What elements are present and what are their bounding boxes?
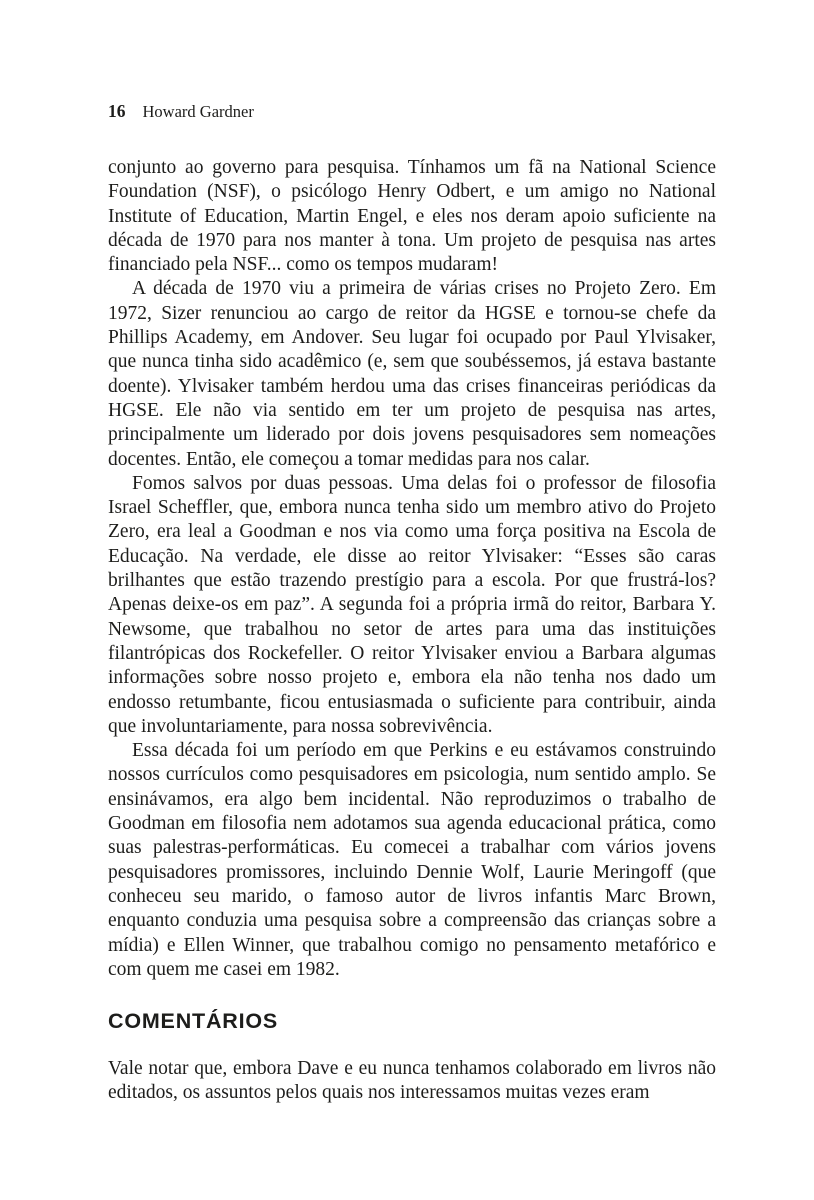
page-header — [108, 101, 716, 122]
page-number: 16 — [108, 101, 126, 121]
body-paragraph-continuation: conjunto ao governo para pesquisa. Tínhamos um fã na National Science Foundation (NSF), o psicólogo Henry Odbert, e um amigo no National Institute of Education, Martin Engel, e eles nos deram apoio suficiente na década de 1970 para nos manter à tona. Um projeto de pesquisa nas artes financiado pela NSF... como os tempos mudaram! — [108, 157, 716, 276]
running-head: Howard Gardner — [142, 102, 254, 121]
body-paragraph-after-heading: Vale notar que, embora Dave e eu nunca tenhamos colaborado em livros não editados, os assuntos pelos quais nos interessamos muitas vezes eram — [108, 1058, 716, 1104]
page-body — [108, 156, 716, 1106]
body-paragraph: Essa década foi um período em que Perkins e eu estávamos construindo nossos currículos como pesquisadores em psicologia, num sentido amplo. Se ensinávamos, era algo bem incidental. Não reproduzimos o trabalho de Goodman em filosofia nem adotamos sua agenda educacional prática, como suas palestras-performáticas. Eu comecei a trabalhar com vários jovens pesquisadores promissores, incluindo Dennie Wolf, Laurie Meringoff (que conheceu seu marido, o famoso autor de livros infantis Marc Brown, enquanto conduzia uma pesquisa sobre a compreensão das crianças sobre a mídia) e Ellen Winner, que trabalhou comigo no pensamento metafórico e com quem me casei em 1982. — [108, 740, 716, 980]
section-heading: COMENTÁRIOS — [108, 1009, 279, 1034]
body-paragraph: A década de 1970 viu a primeira de várias crises no Projeto Zero. Em 1972, Sizer renunciou ao cargo de reitor da HGSE e tornou-se chefe da Phillips Academy, em Andover. Seu lugar foi ocupado por Paul Ylvisaker, que nunca tinha sido acadêmico (e, sem que soubéssemos, já estava bastante doente). Ylvisaker também herdou uma das crises financeiras periódicas da HGSE. Ele não via sentido em ter um projeto de pesquisa nas artes, principalmente um liderado por dois jovens pesquisadores sem nomeações docentes. Então, ele começou a tomar medidas para nos calar. — [108, 278, 716, 470]
body-paragraph: Fomos salvos por duas pessoas. Uma delas foi o professor de filosofia Israel Scheffler, que, embora nunca tenha sido um membro ativo do Projeto Zero, era leal a Goodman e nos via como uma força positiva na Escola de Educação. Na verdade, ele disse ao reitor Ylvisaker: “Esses são caras brilhantes que estão trazendo prestígio para a escola. Por que frustrá-los? Apenas deixe-os em paz”. A segunda foi a própria irmã do reitor, Barbara Y. Newsome, que trabalhou no setor de artes para uma das instituições filantrópicas dos Rockefeller. O reitor Ylvisaker enviou a Barbara algumas informações sobre nosso projeto e, embora ela não tenha nos dado um endosso retumbante, ficou entusiasmada o suficiente para contribuir, ainda que involuntariamente, para nossa sobrevivência. — [108, 472, 716, 737]
